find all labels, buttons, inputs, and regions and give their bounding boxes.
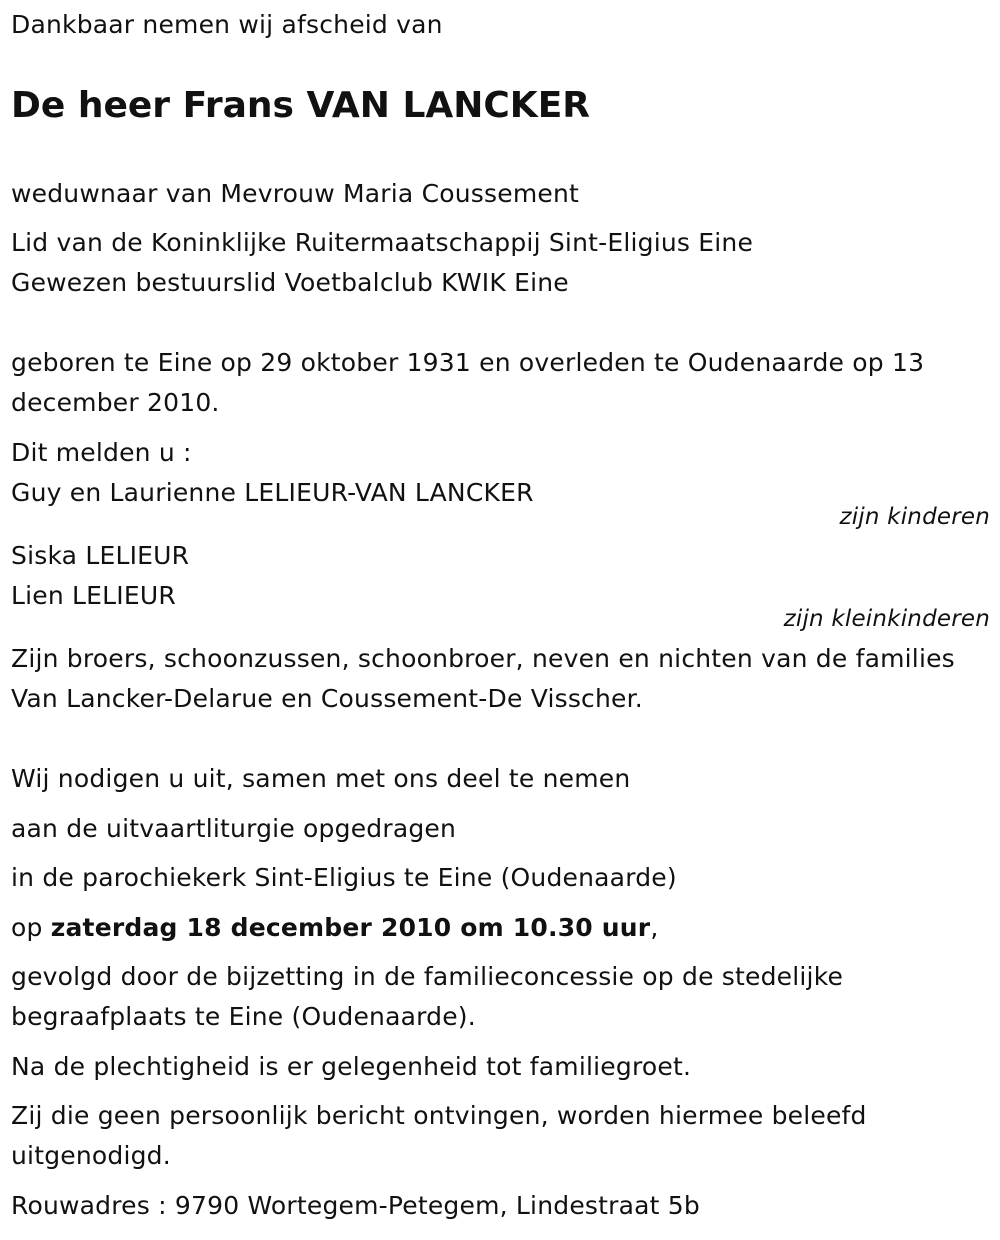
notice-line-2: uitgenodigd. [11, 1141, 171, 1170]
widower-text: weduwnaar van Mevrouw Maria Coussement [11, 179, 580, 208]
membership-text: Lid van de Koninklijke Ruitermaatschappij Sint-Eligius Eine [11, 228, 754, 257]
grandchildren-label: zijn kleinkinderen [783, 606, 990, 632]
notice-line-1: Zij die geen persoonlijk bericht ontvingen, worden hiermee beleefd [11, 1101, 867, 1130]
birth-death-line-1: geboren te Eine op 29 oktober 1931 en overleden te Oudenaarde op 13 [11, 348, 925, 377]
announce-text: Dit melden u : [11, 438, 192, 467]
church-text: in de parochiekerk Sint-Eligius te Eine (Oudenaarde) [11, 863, 677, 892]
burial-line-2: begraafplaats te Eine (Oudenaarde). [11, 1002, 476, 1031]
former-role-text: Gewezen bestuurslid Voetbalclub KWIK Eine [11, 268, 569, 297]
service-date-suffix: , [650, 913, 659, 942]
intro-text: Dankbaar nemen wij afscheid van [11, 10, 443, 39]
birth-death-line-2: december 2010. [11, 388, 220, 417]
reception-text: Na de plechtigheid is er gelegenheid tot familiegroet. [11, 1052, 692, 1081]
children-label: zijn kinderen [839, 504, 990, 530]
deceased-name: De heer Frans VAN LANCKER [11, 85, 591, 126]
family-line-2: Van Lancker-Delarue en Coussement-De Visscher. [11, 684, 643, 713]
invite-text: Wij nodigen u uit, samen met ons deel te nemen [11, 764, 631, 793]
family-line-1: Zijn broers, schoonzussen, schoonbroer, neven en nichten van de families [11, 644, 955, 673]
grandchild-1: Siska LELIEUR [11, 541, 190, 570]
service-date: zaterdag 18 december 2010 om 10.30 uur [50, 913, 651, 942]
service-date-line [11, 915, 658, 940]
children-names: Guy en Laurienne LELIEUR-VAN LANCKER [11, 478, 534, 507]
grandchild-2: Lien LELIEUR [11, 581, 176, 610]
service-date-prefix: op [11, 913, 51, 942]
liturgy-text: aan de uitvaartliturgie opgedragen [11, 814, 457, 843]
mourning-address: Rouwadres : 9790 Wortegem-Petegem, Lindestraat 5b [11, 1191, 700, 1220]
burial-line-1: gevolgd door de bijzetting in de familieconcessie op de stedelijke [11, 962, 844, 991]
